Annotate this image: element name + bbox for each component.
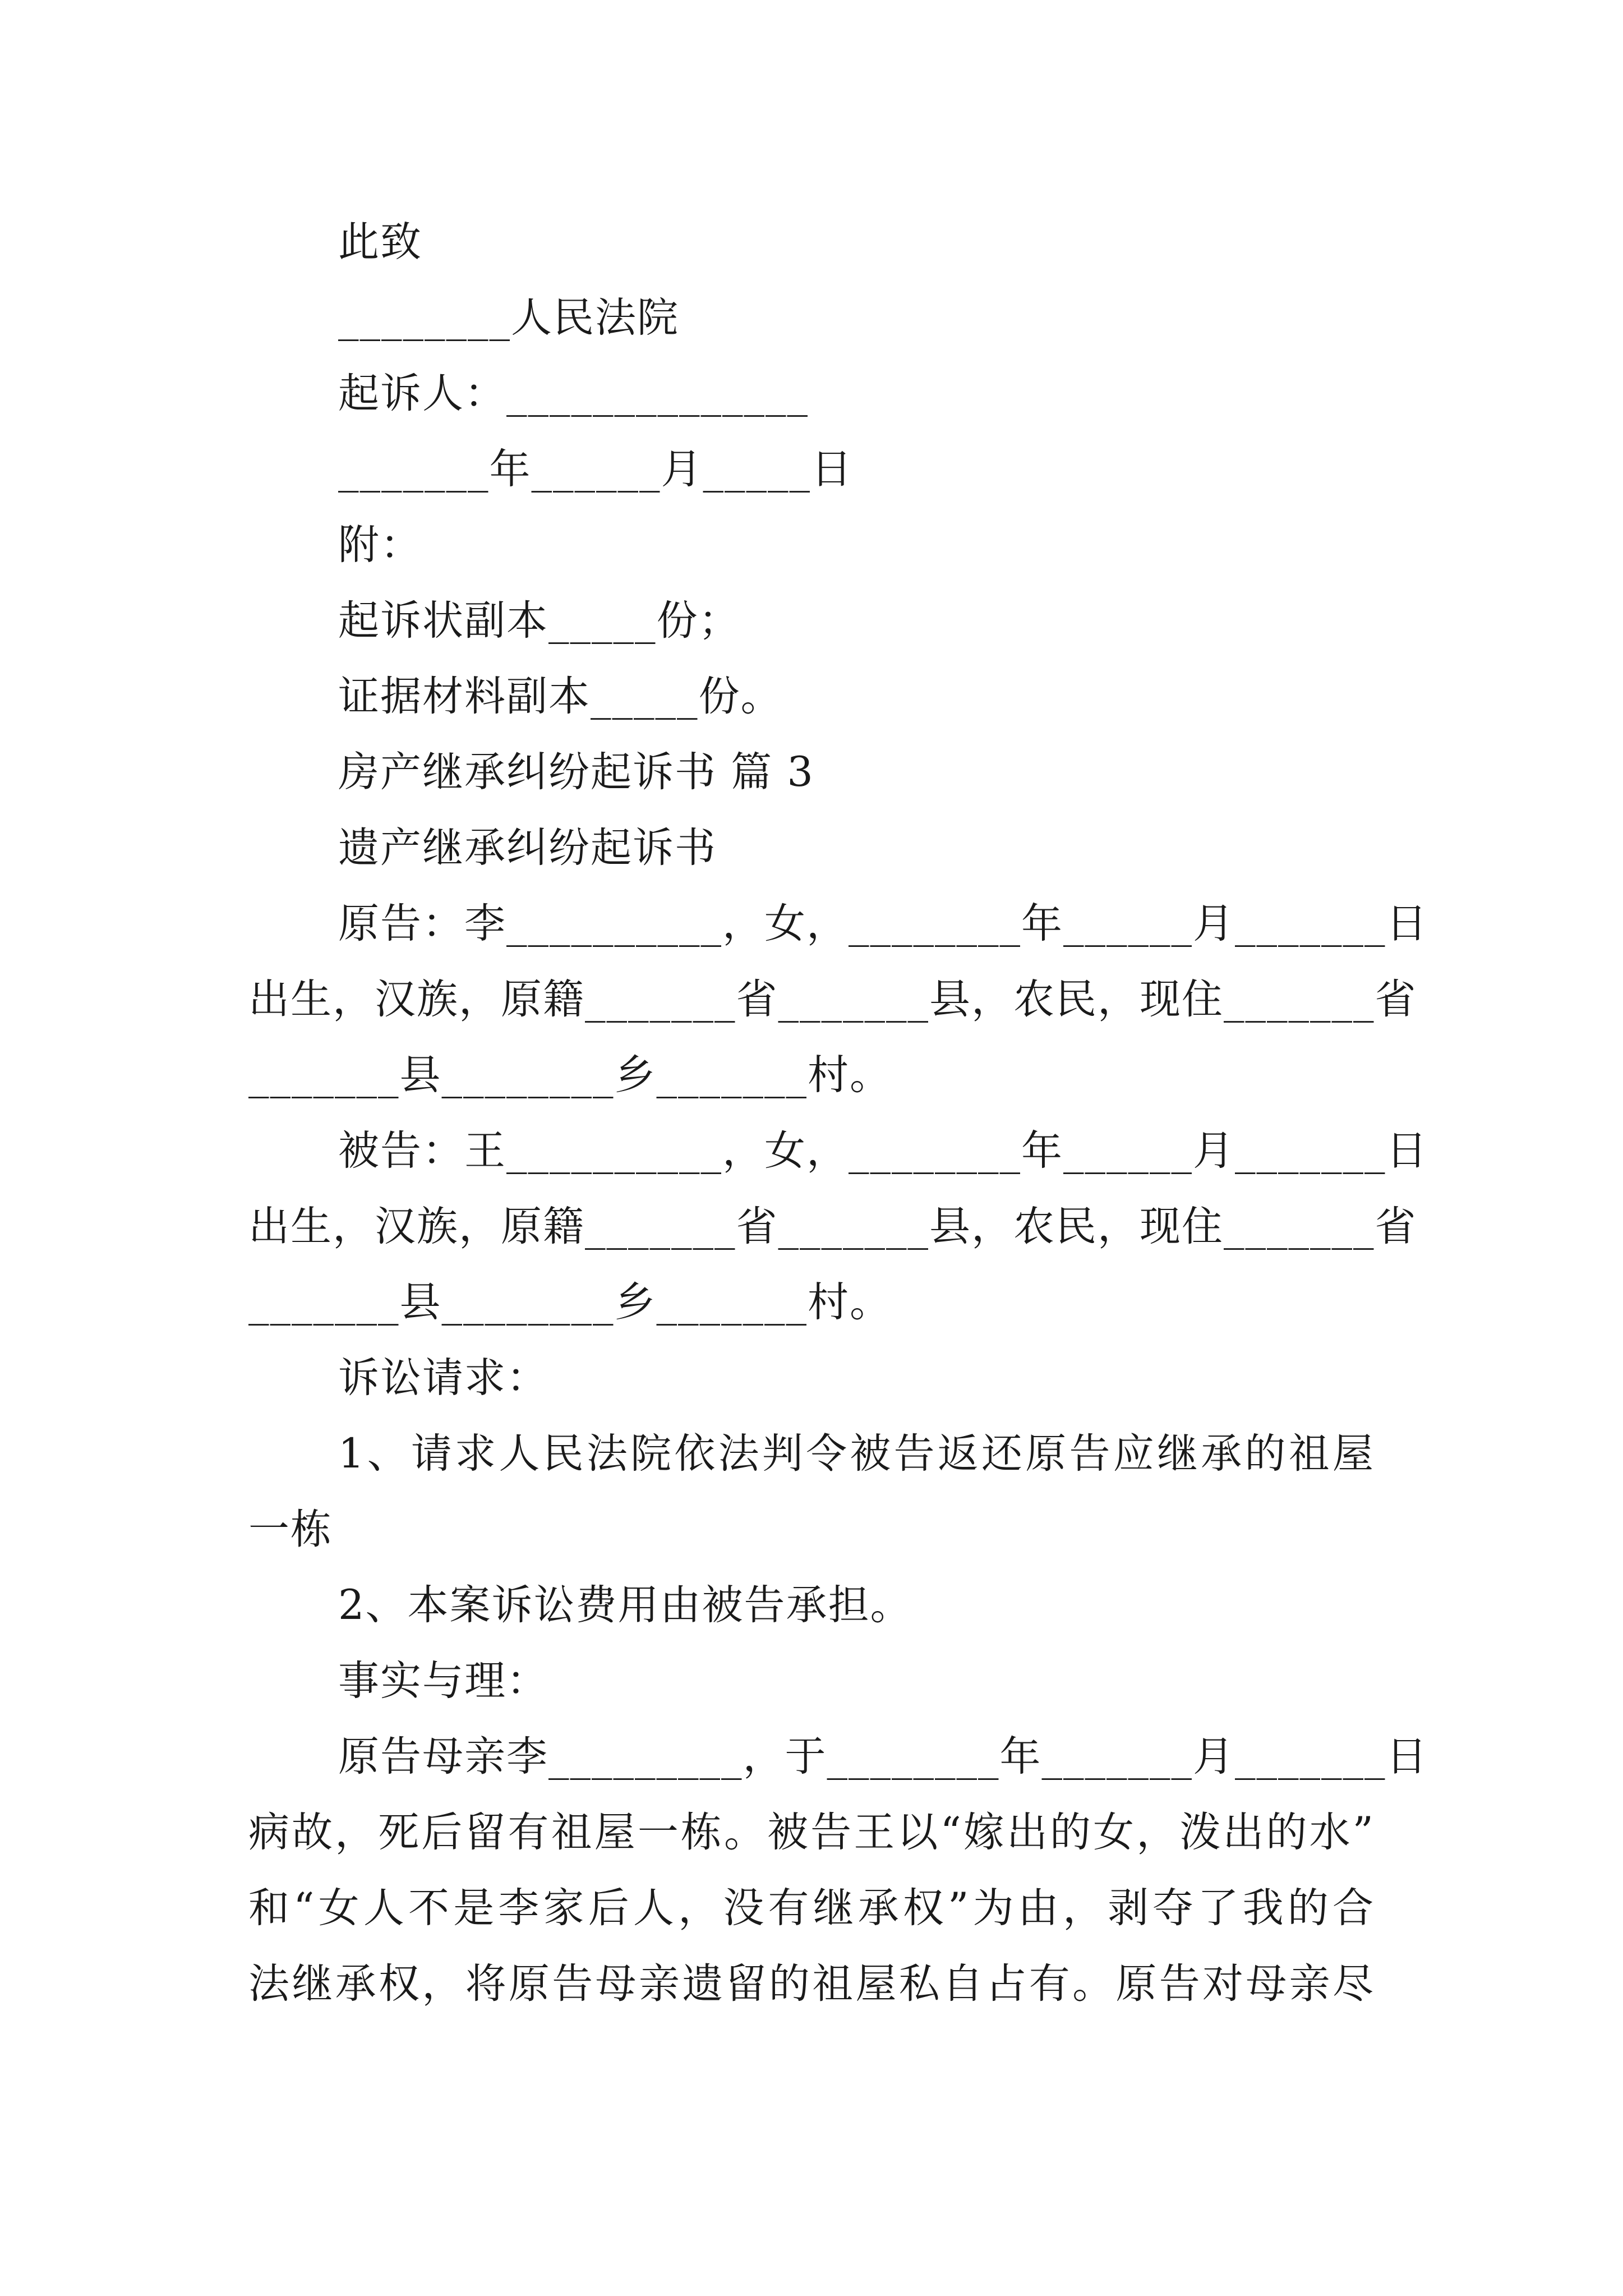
court-name-line: ________人民法院 [338, 294, 679, 342]
claim-1-line-1: 1、请求人民法院依法判令被告返还原告应继承的祖屋 [338, 1430, 1375, 1478]
section-title: 房产继承纠纷起诉书 篇 3 [338, 748, 814, 796]
defendant-line-1: 被告：王__________，女，________年______月_______日 [338, 1127, 1428, 1175]
facts-line-2: 病故，死后留有祖屋一栋。被告王以“嫁出的女，泼出的水” [248, 1809, 1375, 1856]
attachment-heading: 附： [338, 521, 422, 569]
attachment-item-complaint-copy: 起诉状副本_____份； [338, 597, 741, 645]
claim-1-line-2: 一栋 [248, 1506, 333, 1553]
facts-line-3: 和“女人不是李家后人，没有继承权”为由，剥夺了我的合 [248, 1884, 1375, 1932]
date-line: _______年______月_____日 [338, 445, 853, 493]
plaintiff-line-3: _______县________乡_______村。 [248, 1051, 892, 1099]
plaintiff-signature-line: 起诉人：______________ [338, 370, 809, 417]
defendant-line-3: _______县________乡_______村。 [248, 1278, 892, 1326]
salutation: 此致 [338, 218, 422, 266]
plaintiff-line-1: 原告：李__________，女，________年______月_______日 [338, 900, 1428, 947]
plaintiff-line-2: 出生，汉族，原籍_______省_______县，农民，现住_______省 [248, 976, 1417, 1023]
claims-heading: 诉讼请求： [338, 1354, 548, 1402]
defendant-line-2: 出生，汉族，原籍_______省_______县，农民，现住_______省 [248, 1203, 1417, 1250]
document-title: 遗产继承纠纷起诉书 [338, 824, 717, 872]
facts-heading: 事实与理： [338, 1657, 548, 1705]
facts-line-1: 原告母亲李_________，于________年_______月_______日 [338, 1733, 1428, 1780]
attachment-item-evidence-copy: 证据材料副本_____份。 [338, 673, 783, 720]
claim-2: 2、本案诉讼费用由被告承担。 [338, 1581, 912, 1629]
facts-line-4: 法继承权，将原告母亲遗留的祖屋私自占有。原告对母亲尽 [248, 1960, 1375, 2008]
